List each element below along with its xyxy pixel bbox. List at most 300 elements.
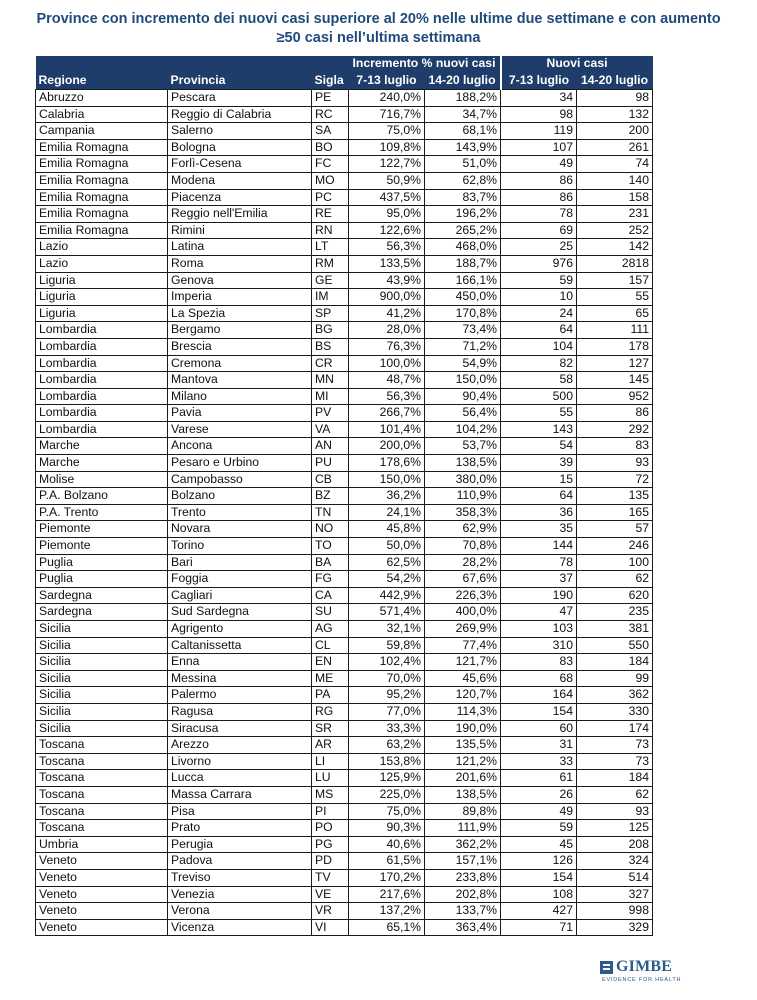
cell-code: LT xyxy=(312,239,349,256)
cell-inc-week2: 71,2% xyxy=(425,338,501,355)
cell-cases-week1: 126 xyxy=(501,853,577,870)
cell-code: GE xyxy=(312,272,349,289)
cell-cases-week2: 2818 xyxy=(577,255,653,272)
cell-code: SU xyxy=(312,604,349,621)
provinces-table xyxy=(35,56,653,936)
cell-code: PV xyxy=(312,405,349,422)
cell-cases-week2: 174 xyxy=(577,720,653,737)
cell-code: FG xyxy=(312,571,349,588)
cell-inc-week1: 442,9% xyxy=(349,587,425,604)
cell-inc-week2: 201,6% xyxy=(425,770,501,787)
cell-province: Palermo xyxy=(168,687,312,704)
cell-cases-week2: 514 xyxy=(577,869,653,886)
cell-cases-week2: 952 xyxy=(577,388,653,405)
cell-cases-week2: 73 xyxy=(577,737,653,754)
cell-inc-week2: 111,9% xyxy=(425,820,501,837)
table-row xyxy=(36,255,653,272)
cell-cases-week2: 246 xyxy=(577,538,653,555)
cell-region: Lombardia xyxy=(36,405,168,422)
cell-code: TO xyxy=(312,538,349,555)
cell-province: Pesaro e Urbino xyxy=(168,455,312,472)
cell-cases-week2: 550 xyxy=(577,637,653,654)
cell-cases-week2: 998 xyxy=(577,903,653,920)
cell-province: Massa Carrara xyxy=(168,786,312,803)
gimbe-logo-icon xyxy=(600,961,613,974)
cell-cases-week1: 64 xyxy=(501,488,577,505)
cell-inc-week1: 150,0% xyxy=(349,471,425,488)
cell-region: Toscana xyxy=(36,770,168,787)
cell-inc-week1: 28,0% xyxy=(349,322,425,339)
cell-cases-week2: 62 xyxy=(577,571,653,588)
cell-cases-week1: 108 xyxy=(501,886,577,903)
cell-region: Lombardia xyxy=(36,338,168,355)
cell-region: Sicilia xyxy=(36,720,168,737)
cell-cases-week1: 64 xyxy=(501,322,577,339)
cell-inc-week1: 716,7% xyxy=(349,106,425,123)
cell-inc-week2: 83,7% xyxy=(425,189,501,206)
cell-cases-week2: 145 xyxy=(577,372,653,389)
header-spacer xyxy=(36,56,168,73)
cell-region: P.A. Bolzano xyxy=(36,488,168,505)
cell-inc-week1: 178,6% xyxy=(349,455,425,472)
table-row xyxy=(36,206,653,223)
cell-cases-week1: 36 xyxy=(501,504,577,521)
cell-province: Siracusa xyxy=(168,720,312,737)
column-header-code: Sigla xyxy=(312,73,349,90)
cell-inc-week2: 362,2% xyxy=(425,836,501,853)
cell-code: MN xyxy=(312,372,349,389)
cell-cases-week1: 78 xyxy=(501,206,577,223)
cell-code: CB xyxy=(312,471,349,488)
cell-region: Lazio xyxy=(36,239,168,256)
cell-region: Veneto xyxy=(36,903,168,920)
cell-inc-week2: 90,4% xyxy=(425,388,501,405)
cell-province: Brescia xyxy=(168,338,312,355)
cell-cases-week2: 178 xyxy=(577,338,653,355)
cell-cases-week2: 65 xyxy=(577,305,653,322)
cell-cases-week2: 135 xyxy=(577,488,653,505)
cell-cases-week2: 99 xyxy=(577,670,653,687)
cell-code: PA xyxy=(312,687,349,704)
cell-cases-week2: 235 xyxy=(577,604,653,621)
cell-province: Bologna xyxy=(168,139,312,156)
cell-inc-week1: 170,2% xyxy=(349,869,425,886)
cell-cases-week1: 103 xyxy=(501,621,577,638)
cell-cases-week1: 31 xyxy=(501,737,577,754)
cell-cases-week2: 111 xyxy=(577,322,653,339)
cell-region: Liguria xyxy=(36,289,168,306)
table-row xyxy=(36,338,653,355)
cell-cases-week1: 119 xyxy=(501,123,577,140)
cell-cases-week1: 310 xyxy=(501,637,577,654)
cell-region: P.A. Trento xyxy=(36,504,168,521)
cell-province: Treviso xyxy=(168,869,312,886)
cell-region: Toscana xyxy=(36,753,168,770)
cell-cases-week1: 69 xyxy=(501,222,577,239)
cell-region: Veneto xyxy=(36,869,168,886)
cell-province: Bari xyxy=(168,554,312,571)
cell-region: Sardegna xyxy=(36,604,168,621)
cell-province: Imperia xyxy=(168,289,312,306)
cell-inc-week1: 63,2% xyxy=(349,737,425,754)
table-row xyxy=(36,471,653,488)
cell-cases-week2: 324 xyxy=(577,853,653,870)
cell-inc-week2: 196,2% xyxy=(425,206,501,223)
table-body xyxy=(36,90,653,936)
cell-code: CR xyxy=(312,355,349,372)
cell-cases-week1: 427 xyxy=(501,903,577,920)
cell-code: AG xyxy=(312,621,349,638)
cell-inc-week1: 61,5% xyxy=(349,853,425,870)
cell-inc-week2: 363,4% xyxy=(425,919,501,936)
cell-cases-week1: 15 xyxy=(501,471,577,488)
cell-code: SR xyxy=(312,720,349,737)
cell-province: Messina xyxy=(168,670,312,687)
cell-inc-week1: 43,9% xyxy=(349,272,425,289)
cell-region: Puglia xyxy=(36,571,168,588)
cell-cases-week1: 500 xyxy=(501,388,577,405)
column-header-cases-week1: 7-13 luglio xyxy=(501,73,577,90)
cell-region: Liguria xyxy=(36,272,168,289)
cell-inc-week1: 95,2% xyxy=(349,687,425,704)
cell-region: Emilia Romagna xyxy=(36,172,168,189)
cell-cases-week2: 362 xyxy=(577,687,653,704)
table-row xyxy=(36,753,653,770)
cell-inc-week1: 75,0% xyxy=(349,803,425,820)
cell-inc-week2: 77,4% xyxy=(425,637,501,654)
cell-cases-week1: 10 xyxy=(501,289,577,306)
cell-inc-week2: 62,8% xyxy=(425,172,501,189)
table-row xyxy=(36,355,653,372)
cell-code: TN xyxy=(312,504,349,521)
cell-inc-week2: 73,4% xyxy=(425,322,501,339)
cell-province: La Spezia xyxy=(168,305,312,322)
cell-region: Lombardia xyxy=(36,388,168,405)
cell-cases-week2: 72 xyxy=(577,471,653,488)
cell-inc-week1: 102,4% xyxy=(349,654,425,671)
cell-province: Verona xyxy=(168,903,312,920)
cell-province: Reggio nell'Emilia xyxy=(168,206,312,223)
logo-tagline: EVIDENCE FOR HEALTH xyxy=(602,977,682,983)
cell-province: Ragusa xyxy=(168,703,312,720)
cell-province: Campobasso xyxy=(168,471,312,488)
cell-cases-week1: 82 xyxy=(501,355,577,372)
cell-inc-week1: 90,3% xyxy=(349,820,425,837)
cell-province: Ancona xyxy=(168,438,312,455)
cell-province: Pavia xyxy=(168,405,312,422)
cell-cases-week2: 73 xyxy=(577,753,653,770)
table-row xyxy=(36,836,653,853)
cell-code: FC xyxy=(312,156,349,173)
cell-cases-week2: 329 xyxy=(577,919,653,936)
column-header-inc-week1: 7-13 luglio xyxy=(349,73,425,90)
table-row xyxy=(36,554,653,571)
cell-inc-week1: 122,7% xyxy=(349,156,425,173)
table-row xyxy=(36,388,653,405)
cell-region: Veneto xyxy=(36,853,168,870)
table-row xyxy=(36,455,653,472)
cell-cases-week1: 49 xyxy=(501,803,577,820)
cell-inc-week1: 100,0% xyxy=(349,355,425,372)
cell-cases-week1: 49 xyxy=(501,156,577,173)
cell-cases-week1: 61 xyxy=(501,770,577,787)
cell-region: Toscana xyxy=(36,803,168,820)
title-line-1: Province con incremento dei nuovi casi superiore al 20% nelle ultime due settimane e con aumento xyxy=(36,11,721,27)
cell-inc-week2: 104,2% xyxy=(425,421,501,438)
cell-cases-week1: 143 xyxy=(501,421,577,438)
table-row xyxy=(36,488,653,505)
cell-region: Puglia xyxy=(36,554,168,571)
cell-cases-week2: 184 xyxy=(577,770,653,787)
cell-cases-week2: 98 xyxy=(577,90,653,107)
table-header xyxy=(36,56,653,90)
cell-cases-week1: 104 xyxy=(501,338,577,355)
cell-region: Emilia Romagna xyxy=(36,156,168,173)
cell-inc-week2: 45,6% xyxy=(425,670,501,687)
cell-region: Sicilia xyxy=(36,687,168,704)
column-header-inc-week2: 14-20 luglio xyxy=(425,73,501,90)
table-row xyxy=(36,604,653,621)
cell-code: BZ xyxy=(312,488,349,505)
cell-code: MI xyxy=(312,388,349,405)
cell-code: PI xyxy=(312,803,349,820)
cell-code: PE xyxy=(312,90,349,107)
cell-inc-week2: 70,8% xyxy=(425,538,501,555)
table-row xyxy=(36,886,653,903)
cell-inc-week1: 56,3% xyxy=(349,388,425,405)
cell-province: Latina xyxy=(168,239,312,256)
cell-inc-week1: 59,8% xyxy=(349,637,425,654)
cell-inc-week2: 468,0% xyxy=(425,239,501,256)
cell-inc-week2: 166,1% xyxy=(425,272,501,289)
cell-province: Roma xyxy=(168,255,312,272)
table-row xyxy=(36,322,653,339)
cell-region: Sicilia xyxy=(36,621,168,638)
cell-inc-week1: 133,5% xyxy=(349,255,425,272)
cell-inc-week2: 269,9% xyxy=(425,621,501,638)
cell-inc-week2: 135,5% xyxy=(425,737,501,754)
cell-province: Novara xyxy=(168,521,312,538)
cell-inc-week2: 34,7% xyxy=(425,106,501,123)
cell-inc-week2: 450,0% xyxy=(425,289,501,306)
cell-inc-week1: 437,5% xyxy=(349,189,425,206)
table-row xyxy=(36,637,653,654)
cell-region: Campania xyxy=(36,123,168,140)
cell-inc-week1: 153,8% xyxy=(349,753,425,770)
cell-region: Lombardia xyxy=(36,322,168,339)
cell-region: Umbria xyxy=(36,836,168,853)
title-line-2: ≥50 casi nell’ultima settimana xyxy=(276,30,481,46)
cell-inc-week2: 400,0% xyxy=(425,604,501,621)
cell-cases-week1: 190 xyxy=(501,587,577,604)
table-row xyxy=(36,106,653,123)
cell-code: PG xyxy=(312,836,349,853)
cell-cases-week1: 78 xyxy=(501,554,577,571)
cell-province: Perugia xyxy=(168,836,312,853)
cell-code: RG xyxy=(312,703,349,720)
cell-inc-week2: 143,9% xyxy=(425,139,501,156)
cell-inc-week2: 157,1% xyxy=(425,853,501,870)
table-row xyxy=(36,156,653,173)
cell-cases-week1: 71 xyxy=(501,919,577,936)
table-row xyxy=(36,737,653,754)
logo-name: GIMBE xyxy=(616,958,673,975)
cell-code: LI xyxy=(312,753,349,770)
table-row xyxy=(36,139,653,156)
cell-inc-week2: 150,0% xyxy=(425,372,501,389)
cell-cases-week2: 208 xyxy=(577,836,653,853)
cell-code: ME xyxy=(312,670,349,687)
cell-region: Sicilia xyxy=(36,637,168,654)
cell-code: BO xyxy=(312,139,349,156)
cell-code: TV xyxy=(312,869,349,886)
cell-inc-week1: 225,0% xyxy=(349,786,425,803)
cell-cases-week2: 158 xyxy=(577,189,653,206)
cell-province: Trento xyxy=(168,504,312,521)
cell-cases-week2: 140 xyxy=(577,172,653,189)
cell-region: Sicilia xyxy=(36,654,168,671)
table-row xyxy=(36,903,653,920)
cell-inc-week1: 56,3% xyxy=(349,239,425,256)
cell-region: Emilia Romagna xyxy=(36,189,168,206)
cell-inc-week2: 188,7% xyxy=(425,255,501,272)
cell-inc-week1: 76,3% xyxy=(349,338,425,355)
cell-cases-week1: 34 xyxy=(501,90,577,107)
cell-region: Lazio xyxy=(36,255,168,272)
cell-inc-week2: 138,5% xyxy=(425,455,501,472)
cell-cases-week2: 292 xyxy=(577,421,653,438)
cell-cases-week2: 200 xyxy=(577,123,653,140)
cell-region: Sicilia xyxy=(36,670,168,687)
cell-code: RC xyxy=(312,106,349,123)
cell-inc-week2: 233,8% xyxy=(425,869,501,886)
cell-province: Modena xyxy=(168,172,312,189)
cell-cases-week2: 57 xyxy=(577,521,653,538)
cell-cases-week2: 261 xyxy=(577,139,653,156)
cell-province: Bolzano xyxy=(168,488,312,505)
cell-province: Cagliari xyxy=(168,587,312,604)
header-spacer xyxy=(168,56,312,73)
cell-region: Emilia Romagna xyxy=(36,139,168,156)
cell-region: Sardegna xyxy=(36,587,168,604)
cell-cases-week1: 33 xyxy=(501,753,577,770)
cell-inc-week1: 125,9% xyxy=(349,770,425,787)
cell-cases-week2: 74 xyxy=(577,156,653,173)
cell-inc-week2: 121,2% xyxy=(425,753,501,770)
cell-cases-week2: 231 xyxy=(577,206,653,223)
table-row xyxy=(36,521,653,538)
cell-inc-week1: 77,0% xyxy=(349,703,425,720)
cell-cases-week1: 59 xyxy=(501,272,577,289)
cell-province: Vicenza xyxy=(168,919,312,936)
cell-province: Enna xyxy=(168,654,312,671)
cell-inc-week2: 358,3% xyxy=(425,504,501,521)
cell-inc-week1: 40,6% xyxy=(349,836,425,853)
table-row xyxy=(36,504,653,521)
cell-cases-week2: 142 xyxy=(577,239,653,256)
cell-cases-week2: 327 xyxy=(577,886,653,903)
cell-inc-week2: 202,8% xyxy=(425,886,501,903)
cell-inc-week1: 41,2% xyxy=(349,305,425,322)
cell-inc-week1: 217,6% xyxy=(349,886,425,903)
cell-region: Emilia Romagna xyxy=(36,206,168,223)
cell-inc-week2: 53,7% xyxy=(425,438,501,455)
cell-code: PD xyxy=(312,853,349,870)
cell-code: BA xyxy=(312,554,349,571)
cell-code: VR xyxy=(312,903,349,920)
cell-cases-week1: 976 xyxy=(501,255,577,272)
column-header-province: Provincia xyxy=(168,73,312,90)
cell-cases-week1: 47 xyxy=(501,604,577,621)
cell-inc-week2: 170,8% xyxy=(425,305,501,322)
cell-cases-week2: 165 xyxy=(577,504,653,521)
cell-inc-week1: 266,7% xyxy=(349,405,425,422)
cell-code: NO xyxy=(312,521,349,538)
cell-province: Livorno xyxy=(168,753,312,770)
cell-code: IM xyxy=(312,289,349,306)
cell-province: Pisa xyxy=(168,803,312,820)
cell-cases-week2: 381 xyxy=(577,621,653,638)
cell-cases-week2: 83 xyxy=(577,438,653,455)
cell-cases-week2: 252 xyxy=(577,222,653,239)
cell-code: AN xyxy=(312,438,349,455)
cell-inc-week1: 137,2% xyxy=(349,903,425,920)
cell-code: VE xyxy=(312,886,349,903)
cell-inc-week2: 190,0% xyxy=(425,720,501,737)
cell-province: Pescara xyxy=(168,90,312,107)
column-header-region: Regione xyxy=(36,73,168,90)
cell-inc-week2: 114,3% xyxy=(425,703,501,720)
cell-cases-week1: 37 xyxy=(501,571,577,588)
cell-inc-week2: 28,2% xyxy=(425,554,501,571)
cell-code: CA xyxy=(312,587,349,604)
cell-inc-week2: 56,4% xyxy=(425,405,501,422)
cell-inc-week1: 54,2% xyxy=(349,571,425,588)
cell-region: Lombardia xyxy=(36,355,168,372)
cell-inc-week2: 265,2% xyxy=(425,222,501,239)
cell-cases-week1: 59 xyxy=(501,820,577,837)
cell-province: Sud Sardegna xyxy=(168,604,312,621)
cell-province: Torino xyxy=(168,538,312,555)
cell-region: Veneto xyxy=(36,886,168,903)
table-row xyxy=(36,538,653,555)
cell-region: Piemonte xyxy=(36,521,168,538)
cell-province: Salerno xyxy=(168,123,312,140)
cell-region: Piemonte xyxy=(36,538,168,555)
cell-inc-week2: 67,6% xyxy=(425,571,501,588)
cell-inc-week1: 32,1% xyxy=(349,621,425,638)
cell-code: VI xyxy=(312,919,349,936)
table-row xyxy=(36,587,653,604)
cell-code: PC xyxy=(312,189,349,206)
cell-cases-week2: 62 xyxy=(577,786,653,803)
cell-code: MS xyxy=(312,786,349,803)
table-row xyxy=(36,90,653,107)
table-row xyxy=(36,272,653,289)
table-row xyxy=(36,222,653,239)
cell-inc-week2: 89,8% xyxy=(425,803,501,820)
cell-inc-week2: 380,0% xyxy=(425,471,501,488)
table-row xyxy=(36,919,653,936)
cell-cases-week1: 26 xyxy=(501,786,577,803)
cell-cases-week1: 107 xyxy=(501,139,577,156)
cell-cases-week2: 184 xyxy=(577,654,653,671)
cell-region: Toscana xyxy=(36,820,168,837)
cell-region: Veneto xyxy=(36,919,168,936)
cell-cases-week1: 60 xyxy=(501,720,577,737)
cell-inc-week2: 120,7% xyxy=(425,687,501,704)
cell-inc-week1: 75,0% xyxy=(349,123,425,140)
